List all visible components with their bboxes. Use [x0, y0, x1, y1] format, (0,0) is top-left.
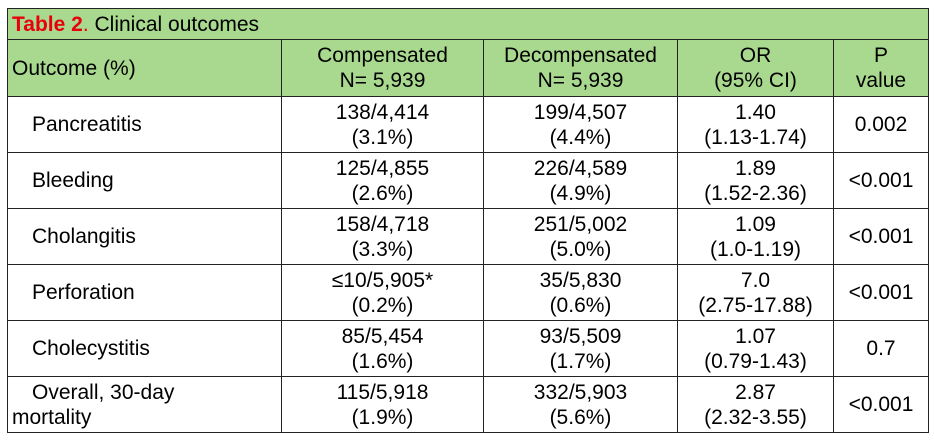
- or-cell: [678, 97, 834, 153]
- decompensated-cell: [484, 377, 678, 433]
- or-ci: (1.52-2.36): [704, 181, 807, 205]
- compensated-percent: (3.1%): [351, 125, 414, 149]
- outcome-cell: Perforation: [8, 265, 282, 321]
- decompensated-count: 226/4,589: [533, 156, 628, 180]
- decompensated-cell: [484, 153, 678, 209]
- p-value-cell: <0.001: [834, 377, 929, 433]
- compensated-cell: [282, 265, 484, 321]
- compensated-count: 158/4,718: [335, 212, 430, 236]
- compensated-count: 138/4,414: [335, 100, 430, 124]
- header-compensated: [282, 40, 484, 97]
- decompensated-cell: [484, 321, 678, 377]
- header-row: [8, 40, 929, 97]
- header-compensated-line1: Compensated: [317, 44, 448, 67]
- compensated-percent: (2.6%): [351, 181, 414, 205]
- p-value-cell: <0.001: [834, 265, 929, 321]
- compensated-count: 125/4,855: [335, 156, 430, 180]
- or-cell: [678, 153, 834, 209]
- or-ci: (2.32-3.55): [704, 405, 807, 429]
- p-value-cell: <0.001: [834, 153, 929, 209]
- decompensated-percent: (1.7%): [549, 349, 612, 373]
- p-value-cell: 0.002: [834, 97, 929, 153]
- header-p-line1: P: [874, 44, 889, 67]
- outcome-cell: [8, 377, 282, 433]
- decompensated-cell: [484, 97, 678, 153]
- decompensated-count: 332/5,903: [533, 380, 628, 404]
- table-row: [8, 265, 929, 321]
- or-value: 1.07: [735, 324, 776, 348]
- table-row: [8, 97, 929, 153]
- table-title: Clinical outcomes: [88, 12, 260, 36]
- p-value-cell: 0.7: [834, 321, 929, 377]
- header-decompensated-line2: N= 5,939: [537, 69, 624, 92]
- table-row: [8, 209, 929, 265]
- outcome-cell: Cholecystitis: [8, 321, 282, 377]
- header-decompensated: [484, 40, 678, 97]
- header-or-line2: (95% CI): [714, 69, 797, 92]
- or-value: 1.09: [735, 212, 776, 236]
- or-value: 7.0: [740, 268, 771, 292]
- header-p-value: [834, 40, 929, 97]
- decompensated-count: 35/5,830: [539, 268, 622, 292]
- outcome-cell: Pancreatitis: [8, 97, 282, 153]
- table-label-period: .: [82, 12, 89, 36]
- outcome-cell: Cholangitis: [8, 209, 282, 265]
- header-outcome: Outcome (%): [8, 40, 282, 97]
- outcome-line1: Overall, 30-day: [32, 380, 175, 404]
- decompensated-cell: [484, 209, 678, 265]
- table-row: [8, 321, 929, 377]
- decompensated-cell: [484, 265, 678, 321]
- or-cell: [678, 265, 834, 321]
- decompensated-percent: (5.6%): [549, 405, 612, 429]
- outcomes-table-container: [7, 8, 928, 433]
- table-row: [8, 153, 929, 209]
- decompensated-percent: (4.9%): [549, 181, 612, 205]
- or-ci: (1.13-1.74): [704, 125, 807, 149]
- compensated-cell: [282, 97, 484, 153]
- or-value: 1.89: [735, 156, 776, 180]
- decompensated-count: 93/5,509: [539, 324, 622, 348]
- decompensated-count: 199/4,507: [533, 100, 628, 124]
- compensated-cell: [282, 377, 484, 433]
- compensated-percent: (1.6%): [351, 349, 414, 373]
- p-value-cell: <0.001: [834, 209, 929, 265]
- decompensated-percent: (5.0%): [549, 237, 612, 261]
- compensated-percent: (1.9%): [351, 405, 414, 429]
- or-cell: [678, 209, 834, 265]
- or-value: 2.87: [735, 380, 776, 404]
- table-label: Table 2: [12, 12, 83, 36]
- header-or-line1: OR: [739, 44, 772, 67]
- header-p-line2: value: [855, 69, 907, 92]
- decompensated-percent: (4.4%): [549, 125, 612, 149]
- compensated-count: 115/5,918: [336, 380, 429, 404]
- compensated-cell: [282, 321, 484, 377]
- compensated-percent: (3.3%): [351, 237, 414, 261]
- or-ci: (2.75-17.88): [698, 293, 813, 317]
- table-row: [8, 377, 929, 433]
- or-cell: [678, 377, 834, 433]
- compensated-percent: (0.2%): [351, 293, 414, 317]
- table-caption: [8, 9, 929, 40]
- or-value: 1.40: [735, 100, 776, 124]
- decompensated-percent: (0.6%): [549, 293, 612, 317]
- header-or: [678, 40, 834, 97]
- header-compensated-line2: N= 5,939: [339, 69, 426, 92]
- decompensated-count: 251/5,002: [533, 212, 628, 236]
- clinical-outcomes-table: [7, 8, 929, 433]
- header-decompensated-line1: Decompensated: [504, 44, 657, 67]
- compensated-cell: [282, 153, 484, 209]
- compensated-cell: [282, 209, 484, 265]
- or-ci: (1.0-1.19): [709, 237, 802, 261]
- outcome-cell: Bleeding: [8, 153, 282, 209]
- or-cell: [678, 321, 834, 377]
- or-ci: (0.79-1.43): [704, 349, 807, 373]
- compensated-count: 85/5,454: [341, 324, 424, 348]
- compensated-count: ≤10/5,905*: [331, 268, 434, 292]
- outcome-line2: mortality: [12, 405, 92, 429]
